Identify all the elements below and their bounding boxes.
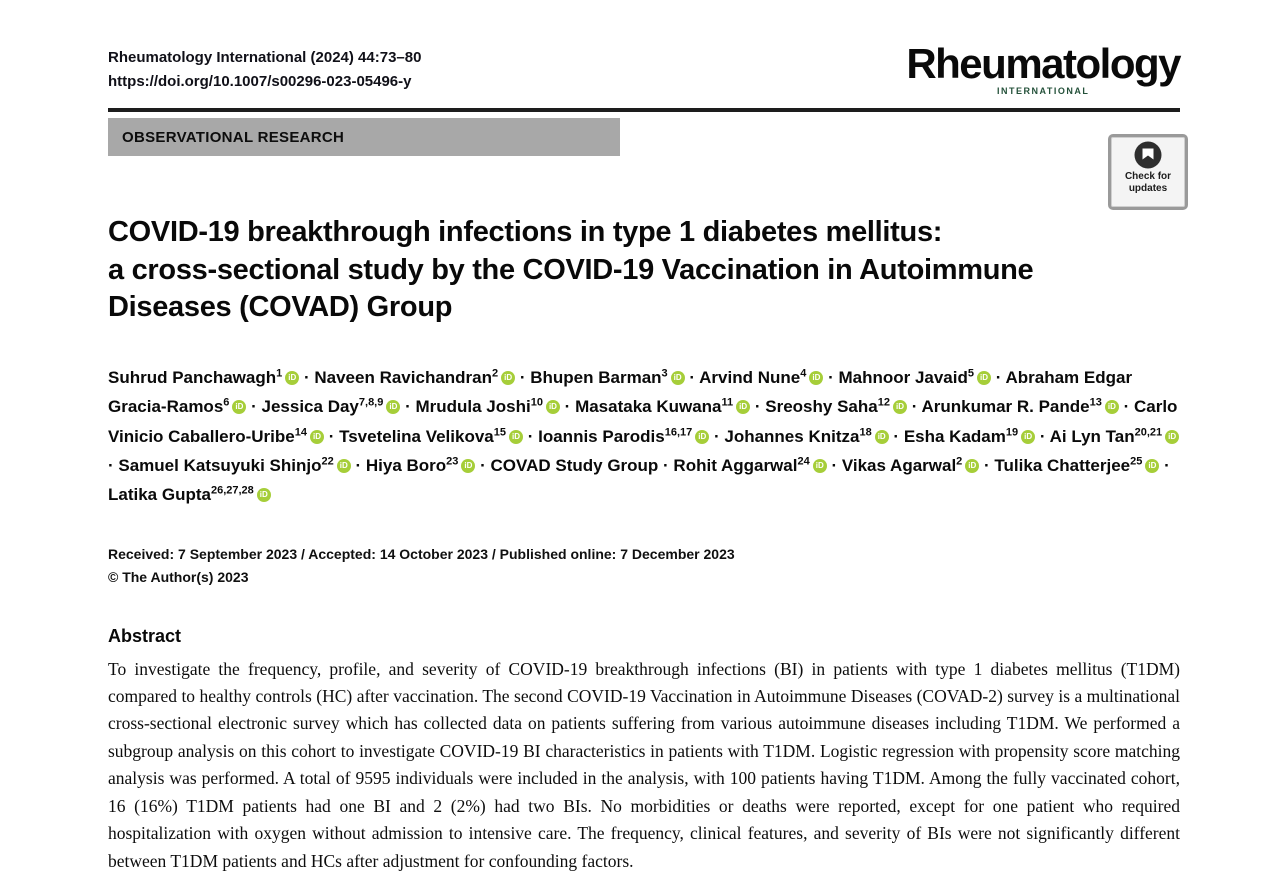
article-title-line2: a cross-sectional study by the COVID-19 Vaccination in Autoimmune	[108, 253, 1034, 286]
author-name: Naveen Ravichandran	[314, 368, 493, 388]
author-name: Bhupen Barman	[530, 368, 662, 388]
orcid-icon[interactable]: iD	[1165, 430, 1179, 444]
header-divider	[108, 108, 1180, 112]
orcid-icon[interactable]: iD	[546, 400, 560, 414]
author-name: Tulika Chatterjee	[994, 455, 1131, 475]
orcid-icon[interactable]: iD	[977, 371, 991, 385]
author-affiliation-superscript: 7,8,9	[358, 396, 384, 409]
author-affiliation-superscript: 13	[1089, 396, 1102, 409]
orcid-icon[interactable]: iD	[736, 400, 750, 414]
author-separator: ·	[515, 368, 531, 388]
orcid-icon[interactable]: iD	[257, 488, 271, 502]
orcid-icon[interactable]: iD	[501, 371, 515, 385]
author-affiliation-superscript: 14	[294, 425, 307, 438]
article-type-label: OBSERVATIONAL RESEARCH	[122, 128, 345, 146]
author-affiliation-superscript: 25	[1130, 455, 1143, 468]
author-separator: ·	[906, 397, 922, 417]
author-entry	[699, 368, 823, 387]
author-affiliation-superscript: 2	[956, 455, 963, 468]
author-entry	[366, 456, 476, 475]
author-separator: ·	[888, 426, 904, 446]
orcid-icon[interactable]: iD	[509, 430, 523, 444]
author-affiliation-superscript: 3	[661, 367, 668, 380]
orcid-icon[interactable]: iD	[893, 400, 907, 414]
author-separator: ·	[108, 455, 119, 475]
author-entry	[108, 485, 271, 504]
abstract-text: To investigate the frequency, profile, and severity of COVID-19 breakthrough infections (BI) in patients with type 1 diabetes mellitus (T1DM) compared to healthy controls (HC) after vaccination. The second COVID-19 Vaccination in Autoimmune Diseases (COVAD-2) survey is a multinational cross-sectional electronic survey which has collected data on patients suffering from various autoimmune diseases including T1DM. We performed a subgroup analysis on this cohort to investigate COVID-19 BI characteristics in patients with T1DM. Logistic regression with propensity score matching analysis was performed. A total of 9595 individuals were included in the analysis, with 100 patients having T1DM. Among the fully vaccinated cohort, 16 (16%) T1DM patients had one BI and 2 (2%) had two BIs. No morbidities or deaths were reported, except for one patient who required hospitalization with oxygen without admission to intensive care. The frequency, clinical features, and severity of BIs were not significantly different between T1DM patients and HCs after adjustment for confounding factors.	[108, 658, 1180, 871]
check-for-updates-label: Check for updates	[1124, 171, 1172, 194]
author-name: Abraham Edgar Gracia-Ramos	[108, 368, 1133, 417]
author-entry	[724, 427, 888, 446]
author-affiliation-superscript: 26,27,28	[210, 484, 254, 497]
orcid-icon[interactable]: iD	[461, 459, 475, 473]
author-entry	[108, 368, 299, 387]
article-title-line1: COVID-19 breakthrough infections in type 1 diabetes mellitus:	[108, 216, 943, 249]
received-accepted-line: Received: 7 September 2023 / Accepted: 14 October 2023 / Published online: 7 December 2023	[108, 546, 735, 563]
author-entry	[1050, 427, 1180, 446]
author-separator: ·	[823, 368, 839, 388]
author-separator: ·	[991, 368, 1006, 388]
author-entry	[765, 397, 907, 416]
author-affiliation-superscript: 1	[276, 367, 283, 380]
orcid-icon[interactable]: iD	[337, 459, 351, 473]
doi-link[interactable]: https://doi.org/10.1007/s00296-023-05496-y	[108, 73, 412, 90]
crossmark-icon	[1133, 140, 1163, 170]
author-name: Mahnoor Javaid	[838, 368, 968, 388]
orcid-icon[interactable]: iD	[310, 430, 324, 444]
orcid-icon[interactable]: iD	[386, 400, 400, 414]
author-separator: ·	[1118, 397, 1134, 417]
orcid-icon[interactable]: iD	[695, 430, 709, 444]
author-separator: ·	[709, 426, 725, 446]
orcid-icon[interactable]: iD	[809, 371, 823, 385]
author-name: Rohit Aggarwal	[673, 455, 798, 475]
author-affiliation-superscript: 10	[530, 396, 543, 409]
orcid-icon[interactable]: iD	[875, 430, 889, 444]
author-separator: ·	[323, 426, 340, 446]
author-separator: ·	[523, 426, 539, 446]
author-entry	[530, 368, 684, 387]
author-affiliation-superscript: 5	[967, 367, 974, 380]
check-for-updates-badge[interactable]	[1108, 134, 1188, 210]
author-entry	[673, 456, 826, 475]
article-meta	[108, 543, 1180, 589]
copyright-line: © The Author(s) 2023	[108, 569, 249, 586]
orcid-icon[interactable]: iD	[813, 459, 827, 473]
author-separator: ·	[246, 397, 262, 417]
journal-logo	[906, 42, 1180, 96]
orcid-icon[interactable]: iD	[671, 371, 685, 385]
author-name: Masataka Kuwana	[575, 397, 722, 417]
author-name: Latika Gupta	[108, 485, 211, 505]
author-name: Mrudula Joshi	[415, 397, 531, 417]
author-name: COVAD Study Group	[490, 455, 659, 475]
journal-logo-title: Rheumatology	[906, 40, 1180, 87]
author-separator: ·	[299, 368, 315, 388]
journal-citation-block	[108, 46, 421, 94]
orcid-icon[interactable]: iD	[1021, 430, 1035, 444]
author-affiliation-superscript: 23	[446, 455, 459, 468]
author-entry	[262, 397, 401, 416]
author-name: Ioannis Parodis	[538, 426, 665, 446]
author-affiliation-superscript: 24	[797, 455, 810, 468]
author-entry	[491, 456, 659, 475]
abstract-heading: Abstract	[108, 625, 182, 646]
author-affiliation-superscript: 22	[321, 455, 334, 468]
author-entry	[118, 456, 350, 475]
author-name: Samuel Katsuyuki Shinjo	[118, 455, 322, 475]
author-name: Johannes Knitza	[724, 426, 860, 446]
author-affiliation-superscript: 15	[493, 425, 507, 438]
author-separator: ·	[750, 397, 766, 417]
author-separator: ·	[979, 455, 995, 475]
author-name: Arunkumar R. Pande	[921, 397, 1090, 417]
article-title	[108, 214, 1180, 327]
author-separator: ·	[1035, 426, 1050, 446]
author-affiliation-superscript: 11	[721, 396, 734, 409]
orcid-icon[interactable]: iD	[232, 400, 246, 414]
author-name: Hiya Boro	[365, 455, 447, 475]
author-affiliation-superscript: 6	[223, 396, 230, 409]
author-name: Arvind Nune	[699, 368, 801, 388]
author-separator: ·	[658, 455, 674, 475]
author-separator: ·	[475, 455, 491, 475]
author-entry	[339, 427, 523, 446]
author-entry	[314, 368, 515, 387]
author-affiliation-superscript: 20,21	[1134, 425, 1163, 438]
author-entry	[838, 368, 991, 387]
author-name: Esha Kadam	[903, 426, 1006, 446]
author-entry	[994, 456, 1159, 475]
author-separator: ·	[400, 397, 416, 417]
author-name: Vikas Agarwal	[841, 455, 957, 475]
page-header	[108, 40, 1180, 97]
author-entry	[575, 397, 750, 416]
author-name: Sreoshy Saha	[765, 397, 878, 417]
author-affiliation-superscript: 19	[1005, 425, 1019, 438]
author-separator: ·	[826, 455, 842, 475]
author-separator: ·	[559, 397, 576, 417]
author-affiliation-superscript: 2	[492, 367, 499, 380]
author-affiliation-superscript: 18	[859, 425, 872, 438]
orcid-icon[interactable]: iD	[965, 459, 979, 473]
author-list	[108, 363, 1180, 509]
journal-logo-subtitle: INTERNATIONAL	[996, 86, 1090, 97]
author-entry	[415, 397, 559, 416]
author-separator: ·	[684, 368, 700, 388]
author-name: Tsvetelina Velikova	[339, 426, 494, 446]
author-entry	[842, 456, 979, 475]
orcid-icon[interactable]: iD	[285, 371, 299, 385]
journal-citation: Rheumatology International (2024) 44:73–80	[108, 49, 422, 66]
author-name: Suhrud Panchawagh	[108, 368, 277, 388]
article-type-banner	[108, 118, 620, 156]
orcid-icon[interactable]: iD	[1145, 459, 1159, 473]
author-affiliation-superscript: 12	[877, 396, 890, 409]
author-name: Jessica Day	[261, 397, 359, 417]
author-entry	[921, 397, 1118, 416]
author-separator: ·	[1159, 455, 1170, 475]
author-entry	[904, 427, 1035, 446]
article-title-line3: Diseases (COVAD) Group	[108, 291, 453, 324]
author-entry	[538, 427, 709, 446]
author-name: Ai Lyn Tan	[1049, 426, 1135, 446]
author-name: Carlo Vinicio Caballero-Uribe	[108, 397, 1178, 446]
author-affiliation-superscript: 16,17	[664, 425, 693, 438]
author-affiliation-superscript: 4	[800, 367, 807, 380]
orcid-icon[interactable]: iD	[1105, 400, 1119, 414]
author-separator: ·	[350, 455, 366, 475]
